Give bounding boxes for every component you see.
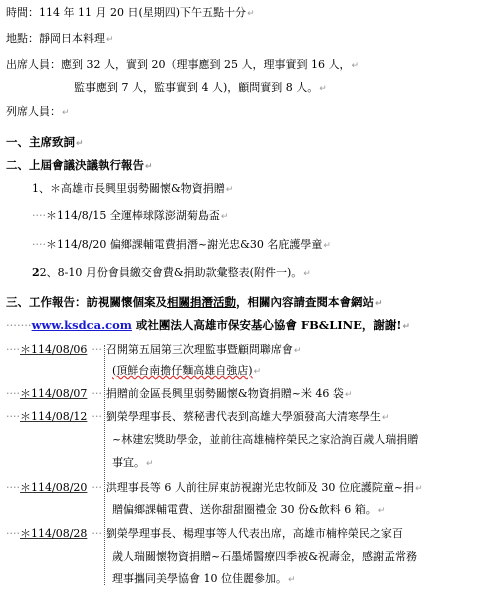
attendance-line-2: 監事應到 7 人，監事實到 4 人)，顧問實到 8 人。↵ — [74, 81, 327, 94]
website-link[interactable]: www.ksdca.com — [31, 318, 132, 332]
event-0828-line-2: 歲人瑞關懷物資捐贈~石墨烯醫療四季被&祝壽金，感謝孟常務 — [112, 550, 418, 563]
section-2-item-1a: ····＊114/8/15 全運棒球隊澎湖菊島盃↵ — [32, 209, 229, 222]
event-0806-venue: (頂鮮台南擔仔麵高雄自強店)↵ — [112, 364, 262, 377]
section-1-heading: 一、主席致詞↵ — [6, 135, 84, 149]
event-0812-line-3: 事宜。↵ — [112, 456, 154, 469]
section-2-heading: 二、上屆會議決議執行報告↵ — [6, 158, 153, 172]
event-0820: ····＊114/08/20 ··· 洪理事長等 6 人前往屏東訪視謝光忠牧師及 30 位庇護院童~捐↵ — [6, 481, 423, 494]
section-3-heading: 三、工作報告：訪視關懷個案及相關捐潛活動，相關內容請查閱本會網站↵ — [6, 295, 383, 309]
event-0807: ····＊114/08/07 ··· 捐贈前金區長興里弱勢關懷&物資捐贈~米 46 袋↵ — [6, 387, 353, 400]
section-3-website-line: ·······www.ksdca.com 或社團法人高雄市保安基心協會 FB&LINE，謝謝!↵ — [6, 318, 411, 332]
event-0812-line-2: ~林建宏獎助學金，並前往高雄楠梓榮民之家洽詢百歲人瑞捐贈 — [112, 433, 419, 446]
event-0828: ····＊114/08/28 ··· 劉榮學理事長、楊理事等人代表出席，高雄市楠梓榮民之家百 — [6, 527, 403, 540]
event-0828-line-3: 理事攜同美學協會 10 位佳麗參加。↵ — [112, 572, 296, 585]
meeting-time: 時間：114 年 11 月 20 日(星期四)下午五點十分↵ — [6, 6, 255, 19]
event-0820-line-2: 贈偏鄉課輔電費、送你甜甜圈禮金 30 份&飲料 6 箱。↵ — [112, 503, 386, 516]
meeting-place: 地點：靜岡日本料理↵ — [6, 32, 114, 45]
event-0812: ····＊114/08/12 ··· 劉榮學理事長、蔡秘書代表到高雄大學頒發高大清寒學生↵ — [6, 410, 390, 423]
paragraph-mark: ↵ — [247, 9, 255, 19]
section-2-item-1b: ····＊114/8/20 偏鄉課輔電費捐潛~謝光忠&30 名庇護學童↵ — [32, 238, 331, 251]
attendance-line-1: 出席人員：應到 32 人，實到 20（理事應到 25 人，理事實到 16 人，↵ — [6, 58, 360, 71]
section-2-item-2: 22、8-10 月份會員繳交會費&捐助款彙整表(附件一)。↵ — [32, 266, 311, 279]
section-2-item-1: 1、＊高雄市長興里弱勢關懷&物資捐贈↵ — [32, 182, 234, 195]
observers: 列席人員：↵ — [6, 105, 70, 118]
tab-guide-line — [104, 345, 105, 585]
event-0806: ····＊114/08/06 ··· 召開第五屆第三次理監事暨顧問聯席會↵ — [6, 343, 302, 356]
